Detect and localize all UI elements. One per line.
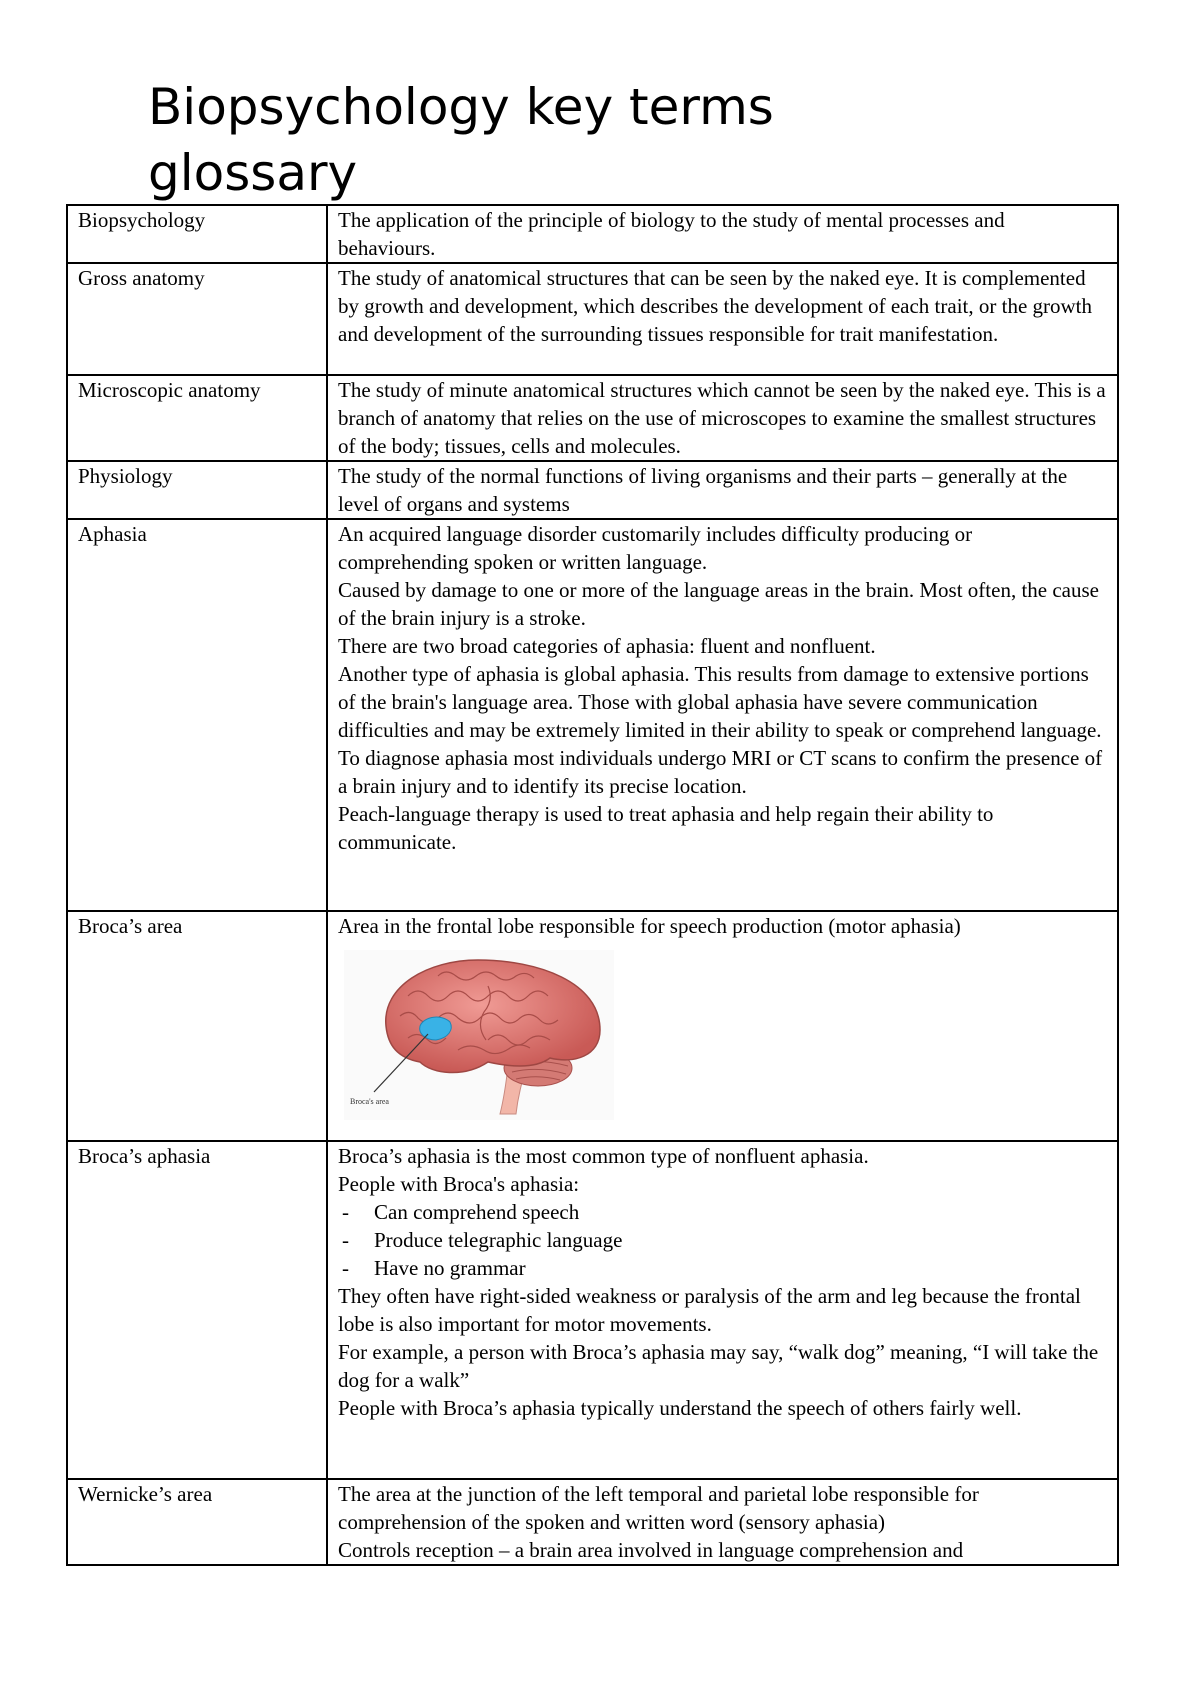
definition-cell: [327, 911, 1118, 1141]
list-item-text: Can comprehend speech: [374, 1200, 580, 1224]
definition-line: People with Broca's aphasia:: [338, 1172, 580, 1196]
symptom-list: [338, 1198, 1107, 1282]
term-cell: Wernicke’s area: [67, 1479, 327, 1565]
definition-line: Caused by damage to one or more of the language areas in the brain. Most often, the cause of the brain injury is a stroke.: [338, 578, 1105, 630]
glossary-row-wernickes-area: [67, 1479, 1118, 1565]
list-item: [338, 1198, 1107, 1226]
page-title: Biopsychology key terms glossary: [148, 78, 774, 202]
definition-line: To diagnose aphasia most individuals undergo MRI or CT scans to confirm the presence of a brain injury and to identify its precise location.: [338, 746, 1108, 798]
term-cell: Physiology: [67, 461, 327, 519]
dash-bullet: -: [342, 1228, 349, 1252]
glossary-table: [66, 204, 1119, 1566]
definition-cell: [327, 461, 1118, 519]
glossary-row-physiology: [67, 461, 1118, 519]
glossary-row-brocas-aphasia: [67, 1141, 1118, 1479]
list-item-text: Produce telegraphic language: [374, 1228, 623, 1252]
definition-cell: [327, 375, 1118, 461]
term-cell: Broca’s area: [67, 911, 327, 1141]
glossary-row-biopsychology: [67, 205, 1118, 263]
term-cell: Gross anatomy: [67, 263, 327, 375]
brocas-area-caption: Broca's area: [350, 1097, 389, 1106]
definition-line: Peach-language therapy is used to treat aphasia and help regain their ability to communicate.: [338, 802, 999, 854]
list-item: [338, 1226, 1107, 1254]
definition-line: For example, a person with Broca’s aphasia may say, “walk dog” meaning, “I will take the dog for a walk”: [338, 1340, 1104, 1392]
definition-line: People with Broca’s aphasia typically understand the speech of others fairly well.: [338, 1396, 1022, 1420]
list-item: [338, 1254, 1107, 1282]
glossary-row-gross-anatomy: [67, 263, 1118, 375]
definition-line: Controls reception – a brain area involved in language comprehension and: [338, 1538, 964, 1562]
definition-cell: [327, 205, 1118, 263]
definition-cell: [327, 263, 1118, 375]
glossary-row-microscopic-anatomy: [67, 375, 1118, 461]
term-cell: Biopsychology: [67, 205, 327, 263]
glossary-row-aphasia: [67, 519, 1118, 911]
definition-cell: [327, 519, 1118, 911]
brain-illustration: [338, 946, 638, 1126]
definition-line: The application of the principle of biology to the study of mental processes and behaviours.: [338, 208, 1010, 260]
term-cell: Aphasia: [67, 519, 327, 911]
definition-line: The study of the normal functions of living organisms and their parts – generally at the level of organs and systems: [338, 464, 1073, 516]
term-cell: Broca’s aphasia: [67, 1141, 327, 1479]
definition-line: The study of minute anatomical structures which cannot be seen by the naked eye. This is a branch of anatomy that relies on the use of microscopes to examine the smallest structures of the body; tissues, cells and molecules.: [338, 378, 1111, 458]
definition-line: There are two broad categories of aphasia: fluent and nonfluent.: [338, 634, 876, 658]
definition-line: Area in the frontal lobe responsible for speech production (motor aphasia): [338, 914, 961, 938]
glossary-row-brocas-area: [67, 911, 1118, 1141]
term-cell: Microscopic anatomy: [67, 375, 327, 461]
brain-diagram: [338, 946, 638, 1126]
definition-line: They often have right-sided weakness or paralysis of the arm and leg because the frontal lobe is also important for motor movements.: [338, 1284, 1087, 1336]
definition-cell: [327, 1141, 1118, 1479]
definition-cell: [327, 1479, 1118, 1565]
definition-line: Broca’s aphasia is the most common type of nonfluent aphasia.: [338, 1144, 869, 1168]
definition-line: The area at the junction of the left temporal and parietal lobe responsible for comprehension of the spoken and written word (sensory aphasia): [338, 1482, 985, 1534]
definition-line: The study of anatomical structures that can be seen by the naked eye. It is complemented by growth and development, which describes the development of each trait, or the growth and development of the surrounding tissues responsible for trait manifestation.: [338, 266, 1098, 346]
definition-line: Another type of aphasia is global aphasia. This results from damage to extensive portions of the brain's language area. Those with global aphasia have severe communication difficulties and may be extremely limited in their ability to speak or comprehend language.: [338, 662, 1102, 742]
list-item-text: Have no grammar: [374, 1256, 526, 1280]
definition-line: An acquired language disorder customarily includes difficulty producing or comprehending spoken or written language.: [338, 522, 978, 574]
dash-bullet: -: [342, 1200, 349, 1224]
dash-bullet: -: [342, 1256, 349, 1280]
